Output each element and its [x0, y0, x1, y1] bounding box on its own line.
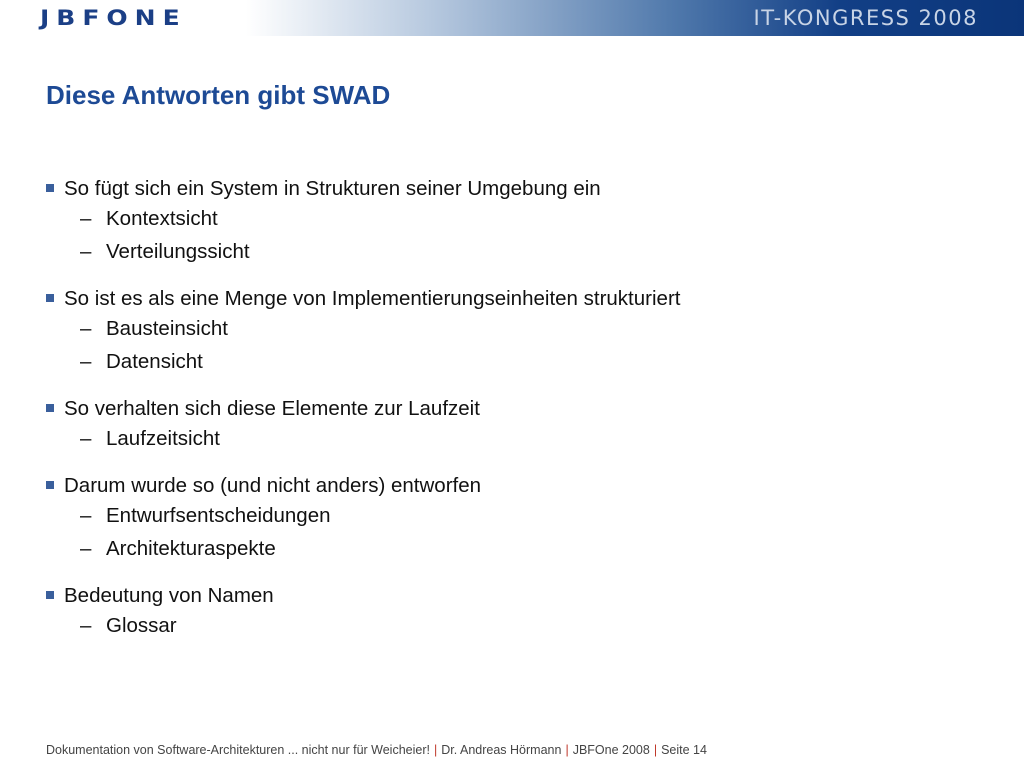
bullet-item: [46, 286, 986, 312]
slide-title: Diese Antworten gibt SWAD: [46, 80, 391, 110]
dash-icon: –: [80, 614, 92, 637]
bullet-group: [46, 176, 986, 268]
sub-item: [46, 345, 986, 378]
sub-item-text: Laufzeitsicht: [106, 427, 220, 450]
sub-item: [46, 235, 986, 268]
bullet-text: So ist es als eine Menge von Implementierungseinheiten strukturiert: [64, 287, 681, 310]
event-title: IT-KONGRESS 2008: [753, 6, 978, 30]
bullet-text: Darum wurde so (und nicht anders) entworfen: [64, 474, 482, 497]
bullet-text: So fügt sich ein System in Strukturen seiner Umgebung ein: [64, 177, 601, 200]
footer-separator: |: [433, 743, 438, 757]
sub-item: [46, 609, 986, 642]
sub-item-text: Verteilungssicht: [106, 240, 250, 263]
sub-item: [46, 532, 986, 565]
sub-item-text: Bausteinsicht: [106, 317, 228, 340]
footer-page-number: Seite 14: [661, 743, 707, 757]
footer-event: JBFOne 2008: [572, 743, 650, 757]
bullet-group: [46, 396, 986, 455]
square-bullet-icon: [46, 184, 54, 192]
jbfone-logo: [40, 6, 187, 30]
dash-icon: –: [80, 240, 92, 263]
slide-footer: [46, 743, 707, 757]
sub-item-text: Entwurfsentscheidungen: [106, 504, 331, 527]
footer-author: Dr. Andreas Hörmann: [441, 743, 562, 757]
logo-text: JBFONE: [40, 5, 187, 30]
sub-item-text: Datensicht: [106, 350, 203, 373]
bullet-text: So verhalten sich diese Elemente zur Laufzeit: [64, 397, 480, 420]
bullet-item: [46, 473, 986, 499]
square-bullet-icon: [46, 404, 54, 412]
footer-talk-title: Dokumentation von Software-Architekturen ... nicht nur für Weicheier!: [46, 743, 430, 757]
dash-icon: –: [80, 504, 92, 527]
sub-item-text: Architekturaspekte: [106, 537, 276, 560]
square-bullet-icon: [46, 591, 54, 599]
dash-icon: –: [80, 207, 92, 230]
bullet-text: Bedeutung von Namen: [64, 584, 274, 607]
bullet-item: [46, 396, 986, 422]
bullet-list: [46, 176, 986, 660]
square-bullet-icon: [46, 294, 54, 302]
sub-item: [46, 422, 986, 455]
bullet-item: [46, 176, 986, 202]
sub-item-text: Kontextsicht: [106, 207, 218, 230]
square-bullet-icon: [46, 481, 54, 489]
footer-separator: |: [653, 743, 658, 757]
sub-item: [46, 202, 986, 235]
footer-separator: |: [565, 743, 569, 757]
sub-item: [46, 499, 986, 532]
bullet-group: [46, 473, 986, 565]
bullet-group: [46, 286, 986, 378]
dash-icon: –: [80, 350, 92, 373]
dash-icon: –: [80, 427, 92, 450]
bullet-item: [46, 583, 986, 609]
dash-icon: –: [80, 537, 92, 560]
sub-item-text: Glossar: [106, 614, 177, 637]
header-bar: [0, 0, 1024, 36]
sub-item: [46, 312, 986, 345]
bullet-group: [46, 583, 986, 642]
dash-icon: –: [80, 317, 92, 340]
